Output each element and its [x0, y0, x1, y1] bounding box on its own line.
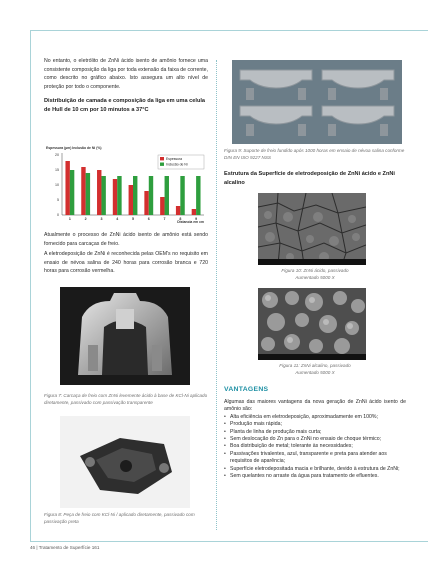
chart-x-tick-label: 4: [116, 217, 119, 221]
figure9-photo: [232, 60, 402, 144]
advantage-item: • Boa distribuição de metal; tolerante às necessidades;: [224, 443, 406, 450]
advantage-item: • Planta de linha de produção mais curta;: [224, 429, 406, 436]
chart-bar-thickness: [144, 191, 148, 215]
figure8-caption: Figura 8: Peça de freio com KCl-Ni / aplicado diretamente, passivado com passivação preta: [44, 512, 195, 524]
figure10-caption: [224, 268, 406, 282]
advantage-item: • Alta eficiência em eletrodeposição, aproximadamente em 100%;: [224, 414, 406, 421]
figure10-caption-line1: Figura 10: ZnNi ácido, passivado: [281, 268, 349, 273]
figure7-photo: [60, 287, 190, 385]
chart-legend-swatch: [160, 163, 164, 166]
chart-legend: [158, 155, 204, 169]
advantage-item: • Passivações trivalentes, azul, transparente e preta para atender aos requisitos de aparência;: [224, 451, 406, 466]
chart-x-label: Distancia em cm: [177, 220, 204, 224]
chart-x-tick-label: 5: [132, 217, 134, 221]
chart-bar-ni-inclusion: [165, 176, 169, 215]
chart-bar-ni-inclusion: [86, 173, 90, 215]
left-text-block-2: [44, 231, 208, 276]
chart-x-tick-label: 9: [195, 217, 198, 221]
chart-x-tick-label: 8: [179, 217, 182, 221]
chart-y-tick-label: 0: [57, 213, 59, 218]
chart-x-tick-label: 7: [163, 217, 166, 221]
chart-x-tick-label: 3: [100, 217, 103, 221]
chart-x-tick-label: 6: [147, 217, 150, 221]
chart-bar-thickness: [65, 161, 69, 215]
figure9-caption: Figura 9: Suporte de freio fundido após 1000 horas em ensaio de névoa salina conforme DIN EN ISO 9227 NSS: [224, 148, 405, 160]
figure10-magnification: Aumentado 5000 X: [295, 274, 335, 280]
left-column: [44, 57, 208, 115]
chart-y-label: Espessura (µm) Inclusão de Ni (%): [46, 146, 102, 150]
chart-bar-ni-inclusion: [70, 170, 74, 215]
paragraph-oem: A eletrodeposição de ZnNi é reconhecida pelas OEM's no requisito em ensaio de névoa salina de 240 horas para corrosão branca e 720 horas para corrosão vermelha.: [44, 251, 208, 275]
advantages-list: [224, 414, 406, 481]
structure-heading: Estrutura da Superfície de eletrodeposição de ZnNi ácido e ZnNi alcalino: [224, 171, 395, 186]
chart-x-tick-label: 2: [84, 217, 87, 221]
figure8-photo: [60, 416, 190, 508]
chart-legend-swatch: [160, 157, 164, 160]
chart-x-tick-label: 1: [68, 217, 71, 221]
figure11-sem-image: [258, 288, 366, 360]
chart-y-tick-label: 5: [57, 198, 59, 203]
chart-legend-label: Espessura: [166, 157, 183, 161]
figure10-sem-image: [258, 193, 366, 265]
chart-y-tick-label: 15: [55, 168, 59, 173]
footer-rule: [30, 541, 428, 542]
chart-bar-thickness: [160, 197, 164, 215]
bar-chart: [44, 143, 208, 225]
chart-y-tick-label: 20: [55, 153, 59, 158]
chart-heading: Distribuição de camada e composição da liga em uma celula de Hull de 10 cm por 10 minutos a 37°C: [44, 98, 206, 114]
chart-bar-thickness: [176, 206, 180, 215]
figure11-magnification: Aumentado 5000 X: [295, 369, 335, 375]
advantage-item: • Sem quelantes no arraste da água para tratamento de efluentes.: [224, 473, 406, 480]
chart-bar-thickness: [113, 179, 117, 215]
column-divider: [216, 60, 217, 530]
chart-bar-ni-inclusion: [149, 176, 153, 215]
chart-bar-ni-inclusion: [196, 176, 200, 215]
advantage-item: • Sem deslocação do Zn para o ZnNi no ensaio de choque térmico;: [224, 436, 406, 443]
advantages-section: [224, 386, 406, 480]
chart-legend-label: Inclusão de Ni: [166, 162, 188, 167]
chart-bar-ni-inclusion: [180, 176, 184, 215]
chart-y-tick-label: 10: [55, 183, 59, 188]
advantages-intro: Algumas das maiores vantagens da nova geração de ZnNi ácido isento de amônio são:: [224, 399, 406, 413]
chart-bar-thickness: [192, 209, 196, 215]
chart-bar-thickness: [97, 170, 101, 215]
chart-bar-ni-inclusion: [101, 176, 105, 215]
chart-bar-thickness: [129, 185, 133, 215]
chart-bar-ni-inclusion: [133, 176, 137, 215]
chart-bar-ni-inclusion: [117, 176, 121, 215]
footer-page-info: 46 | Tratamento de Superfície 161: [30, 545, 100, 550]
intro-paragraph: No entanto, o eletrólito de ZnNi ácido isento de amônio fornece uma consistente composição da liga por toda extensão da faixa de corrente, como descrito no gráfico abaixo. Isto assegura um alto nível de proteção por todo o componente.: [44, 58, 208, 90]
figure11-caption-line1: Figura 11: ZnNi alcalino, passivado: [279, 363, 351, 368]
paragraph-currently: Atualmente o processo de ZnNi ácido isento de amônio está sendo fornecido para carcaças de freio.: [44, 232, 208, 247]
advantage-item: • Produção mais rápida;: [224, 421, 406, 428]
figure11-caption: [224, 363, 406, 377]
advantages-heading: VANTAGENS: [224, 386, 269, 393]
chart-bar-thickness: [81, 167, 85, 215]
figure7-caption: Figura 7: Carcaça de freio com ZnNi levemente ácido à base de KCl-Ni aplicado diretamente, passivado com passivação transparente: [44, 393, 208, 405]
advantage-item: • Superfície eletrodepositada macia e brilhante, devido à estrutura de ZnNi;: [224, 466, 406, 473]
